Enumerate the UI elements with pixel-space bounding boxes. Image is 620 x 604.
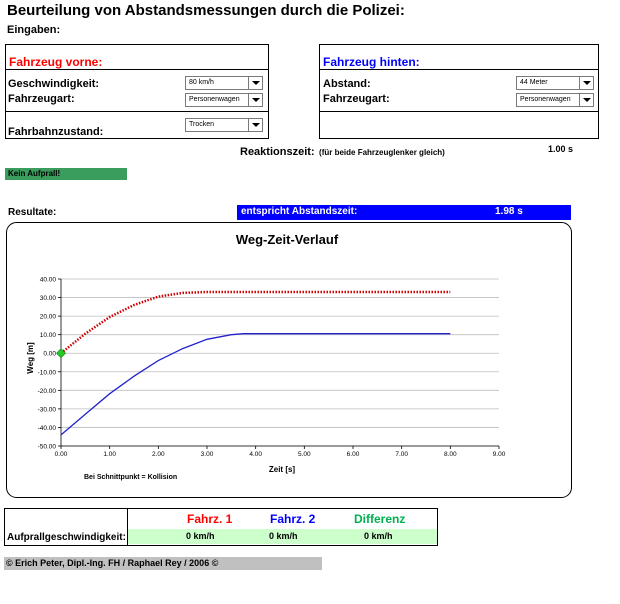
inputs-label: Eingaben: [7, 24, 61, 36]
reaction-time-value: 1.00 s [548, 144, 574, 154]
dropdown-arrow-icon[interactable] [579, 77, 593, 89]
reaction-time-label: Reaktionszeit: [240, 146, 315, 158]
divider [5, 69, 269, 70]
distance-label: Abstand: [323, 78, 371, 90]
y-tick-label: 0.00 [43, 350, 56, 358]
reaction-time-note: (für beide Fahrzeuglenker gleich) [319, 148, 445, 157]
chart-title: Weg-Zeit-Verlauf [235, 232, 339, 247]
front-type-select[interactable] [185, 93, 263, 107]
footer-text: © Erich Peter, Dipl.-Ing. FH / Raphael Rey / 2006 © [6, 558, 219, 568]
x-tick-label: 3.00 [200, 451, 214, 458]
results-label: Resultate: [8, 207, 57, 218]
impact-values-row [128, 529, 437, 544]
impact-value-1: 0 km/h [186, 531, 215, 541]
dropdown-arrow-icon[interactable] [579, 94, 593, 106]
front-vehicle-header: Fahrzeug vorne: [9, 55, 103, 69]
divider [319, 111, 599, 112]
rear-type-select[interactable] [516, 93, 594, 107]
distance-select-value: 44 Meter [520, 79, 548, 86]
abstandszeit-label: entspricht Abstandszeit: [241, 206, 358, 217]
x-tick-label: 6.00 [346, 451, 360, 458]
x-tick-label: 8.00 [444, 451, 457, 458]
page-title: Beurteilung von Abstandsmessungen durch die Polizei: [7, 2, 405, 19]
impact-header-2: Fahrz. 2 [270, 512, 316, 526]
road-select-value: Trocken [189, 121, 215, 128]
impact-header-3: Differenz [354, 512, 406, 526]
x-tick-label: 0.00 [54, 451, 68, 458]
y-tick-label: -10.00 [37, 369, 56, 377]
abstandszeit-value: 1.98 s [495, 206, 523, 217]
y-axis-label: Weg [m] [26, 342, 35, 374]
impact-value-3: 0 km/h [364, 531, 393, 541]
x-tick-label: 9.00 [492, 451, 506, 458]
rear-vehicle-header: Fahrzeug hinten: [323, 55, 420, 69]
rear-type-select-value: Personenwagen [520, 96, 571, 103]
impact-value-2: 0 km/h [269, 531, 298, 541]
status-text: Kein Aufprall! [8, 169, 61, 178]
impact-row-label: Aufprallgeschwindigkeit: [7, 532, 126, 543]
front-type-label: Fahrzeugart: [8, 93, 75, 105]
y-tick-label: 40.00 [39, 276, 56, 284]
speed-select[interactable] [185, 76, 263, 90]
y-tick-label: 20.00 [39, 313, 56, 321]
y-tick-label: -40.00 [37, 424, 56, 432]
distance-select[interactable] [516, 76, 594, 90]
impact-table [4, 508, 438, 546]
divider [319, 69, 599, 70]
x-tick-label: 5.00 [298, 451, 311, 458]
y-tick-label: -20.00 [37, 387, 56, 395]
abstandszeit-bar [237, 205, 571, 220]
speed-label: Geschwindigkeit: [8, 78, 100, 90]
road-label: Fahrbahnzustand: [8, 126, 104, 138]
x-tick-label: 7.00 [395, 451, 408, 458]
dropdown-arrow-icon[interactable] [248, 119, 262, 131]
weg-zeit-chart [6, 222, 572, 498]
dropdown-arrow-icon[interactable] [248, 94, 262, 106]
y-tick-label: 30.00 [39, 295, 56, 303]
reaction-time-row [240, 142, 445, 160]
collision-note: Bei Schnittpunkt = Kollision [84, 474, 178, 481]
front-type-select-value: Personenwagen [189, 96, 240, 103]
dropdown-arrow-icon[interactable] [248, 77, 262, 89]
status-badge [5, 168, 127, 180]
x-tick-label: 1.00 [103, 451, 116, 458]
chart-frame [7, 223, 572, 498]
x-tick-label: 2.00 [152, 451, 165, 458]
footer-bar [4, 557, 322, 570]
impact-header-1: Fahrz. 1 [187, 512, 233, 526]
road-select[interactable] [185, 118, 263, 132]
y-tick-label: 10.00 [39, 332, 56, 340]
rear-vehicle-panel [319, 44, 599, 139]
x-axis-label: Zeit [s] [268, 465, 296, 474]
y-tick-label: -50.00 [37, 443, 56, 451]
divider [5, 111, 269, 112]
speed-select-value: 80 km/h [189, 79, 214, 86]
rear-type-label: Fahrzeugart: [323, 93, 390, 105]
y-tick-label: -30.00 [37, 406, 56, 414]
x-tick-label: 4.00 [249, 451, 262, 458]
